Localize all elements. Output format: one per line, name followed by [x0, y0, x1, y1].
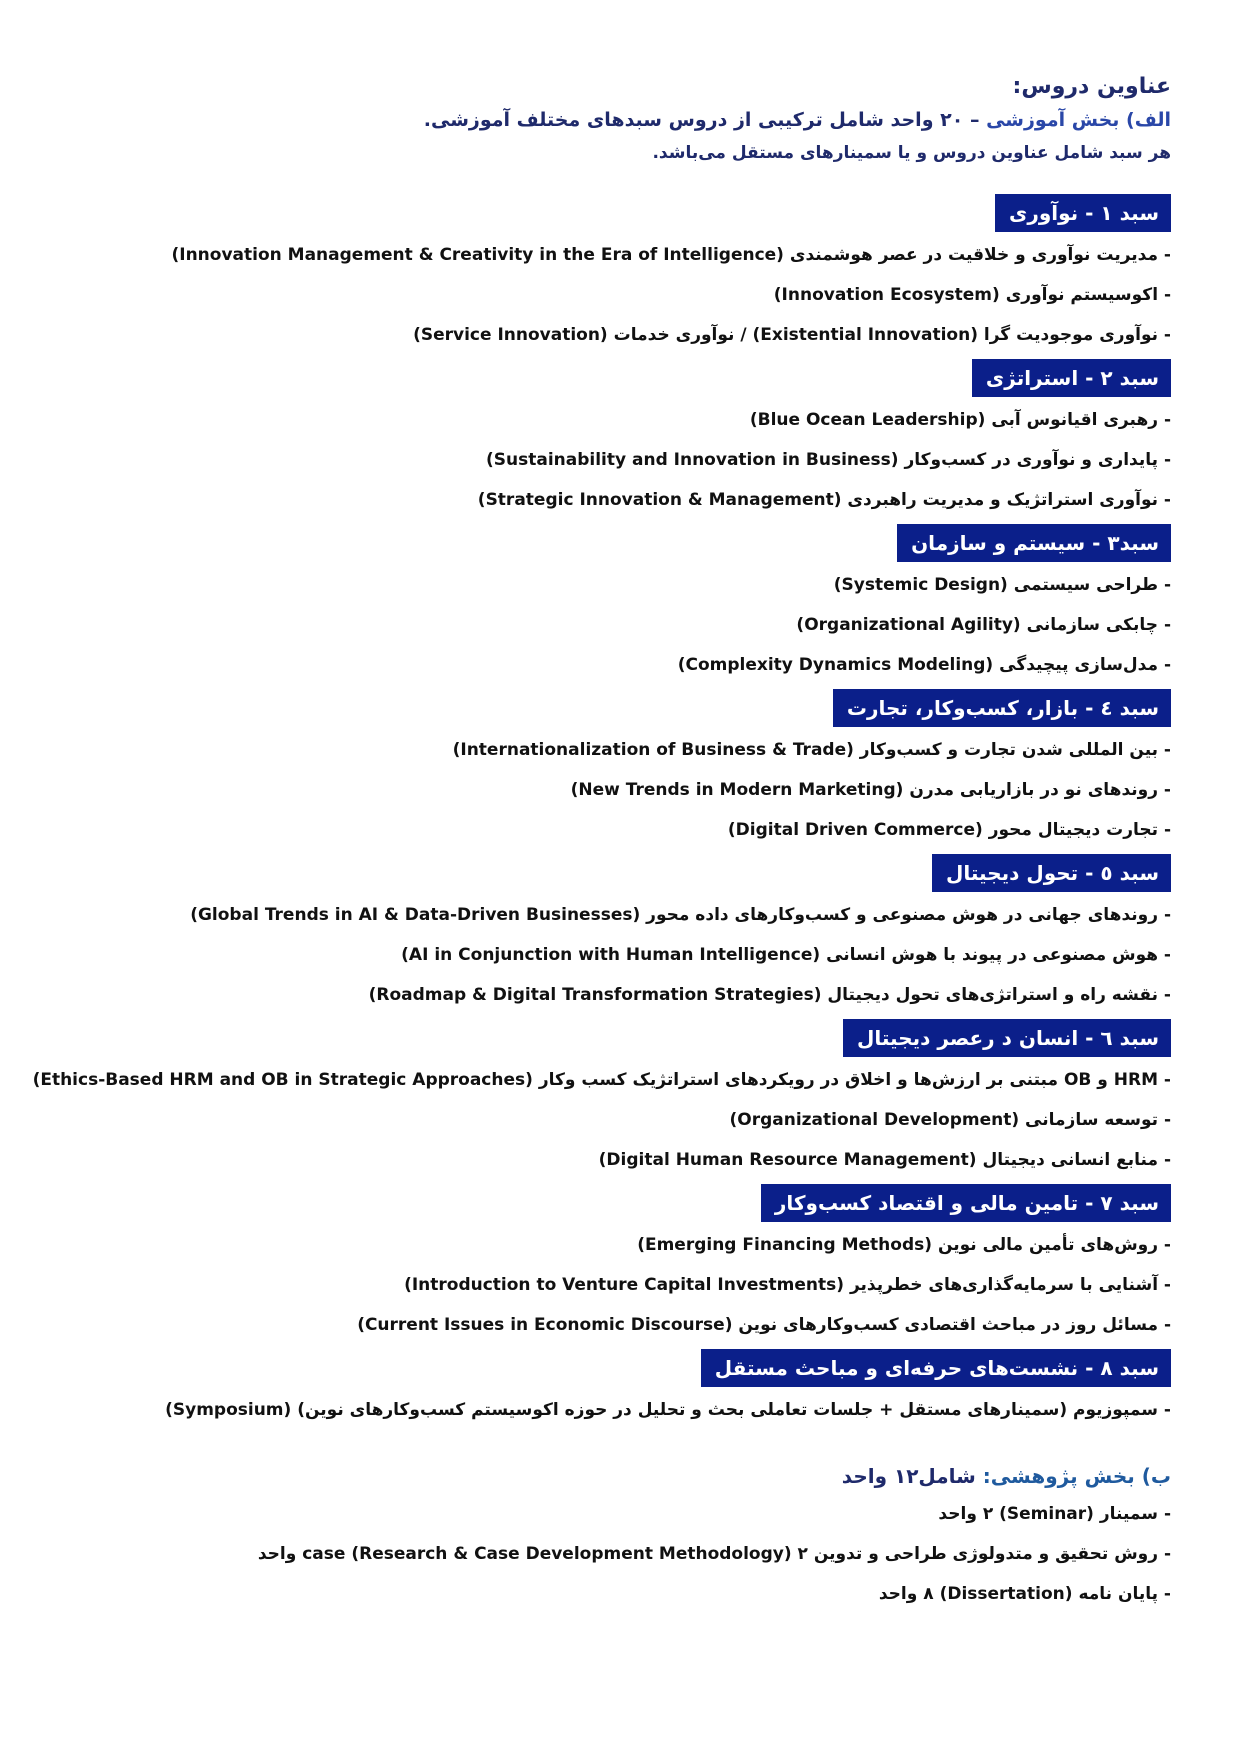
research-item-en: (Seminar) [999, 1504, 1094, 1524]
course-title-en: (Symposium) [165, 1400, 292, 1420]
part-a-dash: – [969, 109, 980, 131]
course-title-fa: - منابع انسانی دیجیتال [976, 1150, 1171, 1170]
course-title-fa: - هوش مصنوعی در پیوند با هوش انسانی [820, 945, 1171, 965]
research-item-fa: - پایان نامه [1072, 1584, 1171, 1604]
course-title-fa: - نقشه راه و استراتژی‌های تحول دیجیتال [821, 985, 1171, 1005]
baskets-list [32, 190, 1171, 1430]
course-title-en: (Existential Innovation) [752, 325, 978, 345]
course-title-en: (Emerging Financing Methods) [637, 1235, 933, 1255]
course-title-en-second: (Service Innovation) [413, 325, 608, 345]
research-items [41, 1494, 1171, 1614]
course-title-fa: - نوآوری موجودیت گرا [977, 325, 1171, 345]
course-title-fa: - روندهای نو در بازاریابی مدرن [903, 780, 1171, 800]
baskets-note: هر سبد شامل عناوین دروس و یا سمینارهای مستقل می‌باشد. [652, 143, 1171, 163]
research-item-fa: - روش تحقیق و متدولوژی طراحی و تدوین case [302, 1544, 1171, 1564]
course-title-fa: - توسعه سازمانی [1019, 1110, 1171, 1130]
basket-section [32, 1015, 1171, 1180]
course-title-en: (Ethics-Based HRM and OB in Strategic Approaches) [32, 1070, 533, 1090]
course-title-fa: - HRM و OB مبتنی بر ارزش‌ها و اخلاق در رویکردهای استراتژیک کسب وکار [532, 1070, 1171, 1090]
course-item [41, 975, 1171, 1015]
course-title-en: (Organizational Development) [729, 1110, 1020, 1130]
research-item-en: (Dissertation) [939, 1584, 1073, 1604]
course-title-en: (Digital Human Resource Management) [598, 1150, 977, 1170]
basket-header: سبد ٤ - بازار، کسب‌وکار، تجارت [833, 689, 1171, 727]
research-item [41, 1534, 1171, 1574]
course-item [41, 645, 1171, 685]
document-content [32, 72, 1171, 1614]
research-item-units: ۸ واحد [878, 1584, 940, 1604]
course-item [41, 1265, 1171, 1305]
course-title-fa: - اکوسیستم نوآوری [999, 285, 1171, 305]
course-title-en: (Innovation Ecosystem) [773, 285, 1000, 305]
course-item [41, 565, 1171, 605]
part-b-label: ب) بخش پژوهشی: [982, 1464, 1171, 1488]
course-title-fa: - چابکی سازمانی [1020, 615, 1171, 635]
course-title-en: (Introduction to Venture Capital Investments) [404, 1275, 845, 1295]
course-item [32, 1060, 1171, 1100]
course-title-fa: - رهبری اقیانوس آبی [985, 410, 1171, 430]
course-title-fa: - نوآوری استراتژیک و مدیریت راهبردی [841, 490, 1171, 510]
course-item [41, 1390, 1171, 1430]
basket-section [41, 190, 1171, 355]
basket-header: سبد ۸ - نشست‌های حرفه‌ای و مباحث مستقل [701, 1349, 1171, 1387]
basket-section [41, 685, 1171, 850]
course-item [41, 1100, 1171, 1140]
basket-section [41, 355, 1171, 520]
course-title-en: (Systemic Design) [833, 575, 1008, 595]
course-title-fa: - پایداری و نوآوری در کسب‌وکار [898, 450, 1171, 470]
course-title-en: (Sustainability and Innovation in Business) [485, 450, 899, 470]
course-title-en: (Global Trends in AI & Data-Driven Businesses) [190, 905, 641, 925]
course-title-fa: - مدل‌سازی پیچیدگی [993, 655, 1171, 675]
basket-section [41, 850, 1171, 1015]
part-b-description: شامل۱۲ واحد [841, 1464, 983, 1488]
research-item-fa: - سمینار [1093, 1504, 1171, 1524]
basket-header: سبد۳ - سیستم و سازمان [897, 524, 1171, 562]
course-item [41, 770, 1171, 810]
course-item [41, 810, 1171, 850]
basket-header: سبد ۲ - استراتژی [972, 359, 1171, 397]
course-item [41, 1140, 1171, 1180]
course-title-en: (New Trends in Modern Marketing) [570, 780, 904, 800]
basket-header: سبد ۷ - تامین مالی و اقتصاد کسب‌وکار [761, 1184, 1171, 1222]
course-title-fa-second: / نوآوری خدمات [607, 325, 753, 345]
page-title: عناوین دروس: [1012, 74, 1171, 99]
part-a-heading [41, 104, 1171, 136]
course-title-fa: - بین المللی شدن تجارت و کسب‌وکار [853, 740, 1171, 760]
course-item [41, 235, 1171, 275]
basket-header: سبد ٥ - تحول دیجیتال [932, 854, 1171, 892]
course-title-en: (Blue Ocean Leadership) [749, 410, 986, 430]
course-item [41, 275, 1171, 315]
basket-header: سبد ۱ - نوآوری [995, 194, 1171, 232]
course-item [41, 480, 1171, 520]
basket-section [41, 1345, 1171, 1430]
course-item [41, 1305, 1171, 1345]
basket-section [41, 1180, 1171, 1345]
course-title-en: (Complexity Dynamics Modeling) [677, 655, 994, 675]
research-item-en: (Research & Case Development Methodology) [351, 1544, 792, 1564]
course-title-fa: - مدیریت نوآوری و خلاقیت در عصر هوشمندی [783, 245, 1171, 265]
course-title-en: (Organizational Agility) [796, 615, 1021, 635]
course-title-en: (Innovation Management & Creativity in the Era of Intelligence) [171, 245, 784, 265]
course-title-en: (AI in Conjunction with Human Intelligence) [401, 945, 821, 965]
course-item [41, 315, 1171, 355]
course-item [41, 730, 1171, 770]
course-item [41, 605, 1171, 645]
course-title-fa: - آشنایی با سرمایه‌گذاری‌های خطرپذیر [844, 1275, 1171, 1295]
course-item [41, 1225, 1171, 1265]
part-b-heading [41, 1460, 1171, 1492]
course-title-en: (Roadmap & Digital Transformation Strategies) [368, 985, 822, 1005]
research-item [41, 1494, 1171, 1534]
course-title-fa: - روش‌های تأمین مالی نوین [932, 1235, 1171, 1255]
course-title-en: (Digital Driven Commerce) [727, 820, 983, 840]
course-title-en: (Current Issues in Economic Discourse) [357, 1315, 733, 1335]
course-item [41, 440, 1171, 480]
basket-section [41, 520, 1171, 685]
course-title-en: (Strategic Innovation & Management) [477, 490, 842, 510]
course-title-fa: - تجارت دیجیتال محور [982, 820, 1171, 840]
basket-header: سبد ٦ - انسان د رعصر دیجیتال [843, 1019, 1171, 1057]
research-item-units: ۲ واحد [938, 1504, 1000, 1524]
research-item-units: ۲ واحد [257, 1544, 808, 1564]
part-a-label: الف) بخش آموزشی [986, 109, 1171, 131]
course-title-fa: - مسائل روز در مباحث اقتصادی کسب‌وکارهای نوین [732, 1315, 1171, 1335]
course-title-fa: - سمپوزیوم (سمینارهای مستقل + جلسات تعاملی بحث و تحلیل در حوزه اکوسیستم کسب‌وکارهای نوین) [291, 1400, 1171, 1420]
part-a-description: ۲۰ واحد شامل ترکیبی از دروس سبدهای مختلف آموزشی. [423, 109, 964, 131]
course-title-fa: - روندهای جهانی در هوش مصنوعی و کسب‌وکارهای داده محور [640, 905, 1171, 925]
course-item [41, 895, 1171, 935]
research-item [41, 1574, 1171, 1614]
course-title-en: (Internationalization of Business & Trade) [452, 740, 854, 760]
course-title-fa: - طراحی سیستمی [1007, 575, 1171, 595]
course-item [41, 935, 1171, 975]
course-item [41, 400, 1171, 440]
